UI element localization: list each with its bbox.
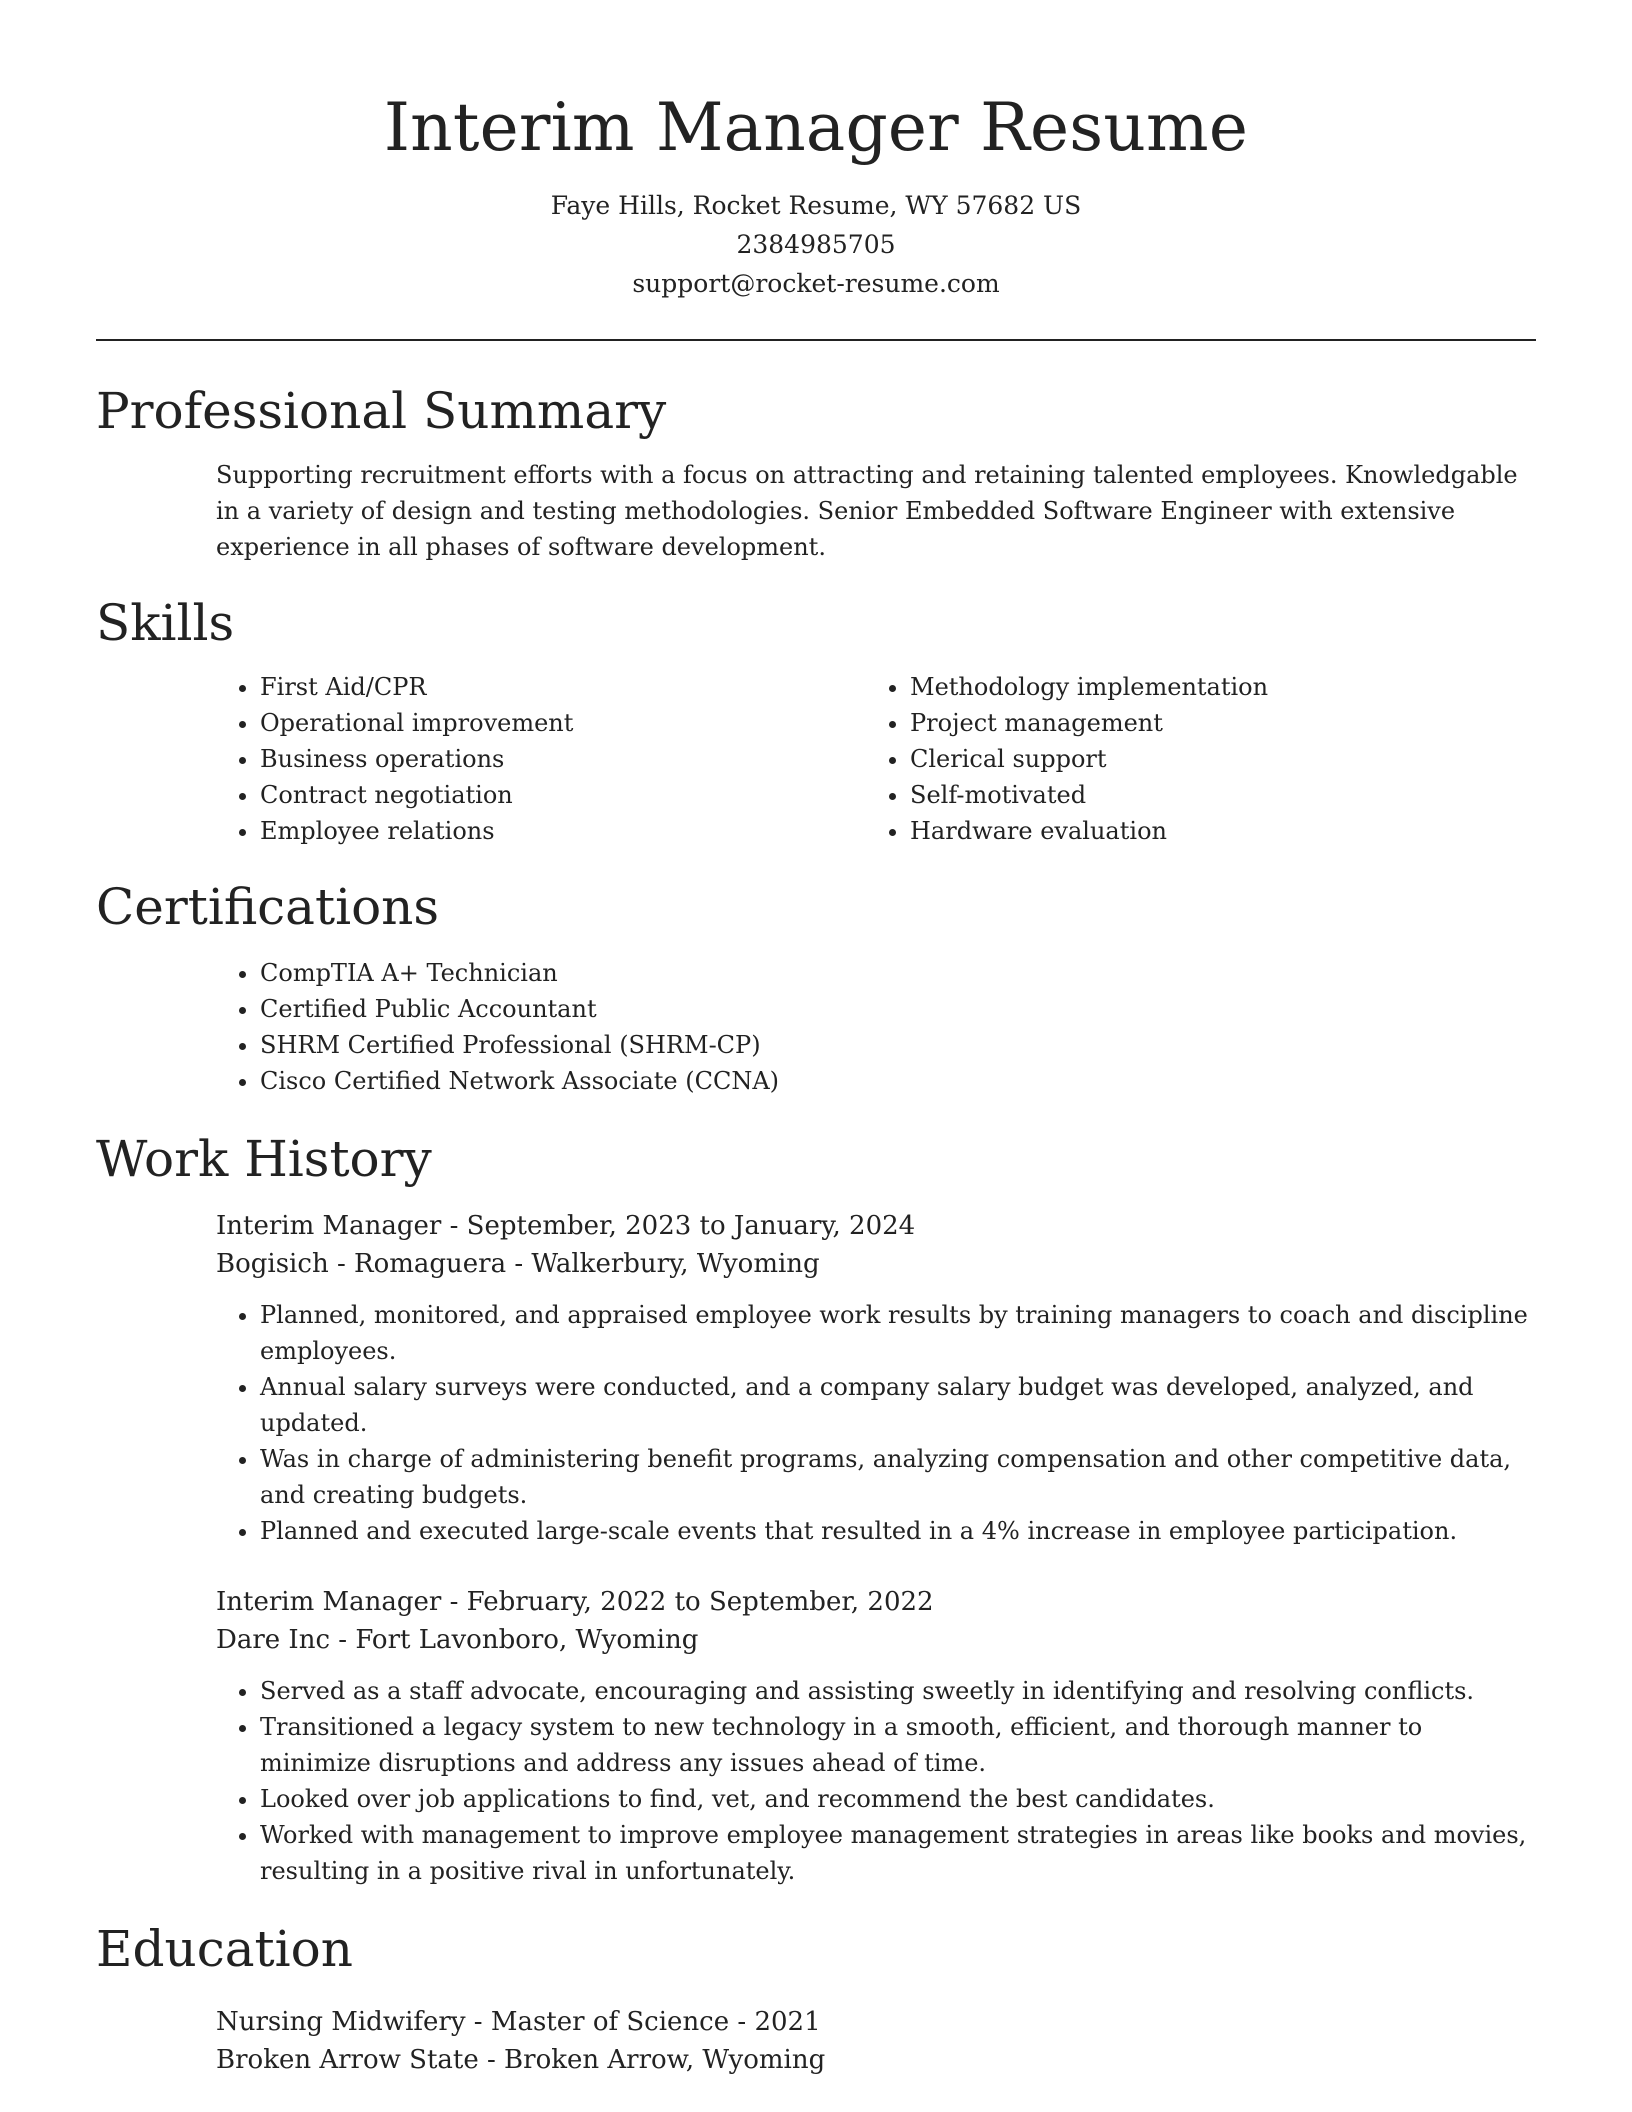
certification-item: • SHRM Certified Professional (SHRM-CP) [260,1027,1536,1063]
job-bullet: • Annual salary surveys were conducted, and a company salary budget was developed, analyzed, and updated. [260,1369,1536,1441]
skill-item: • Contract negotiation [260,777,866,813]
summary-section [96,379,1536,565]
header-divider [96,339,1536,341]
skill-item: • Employee relations [260,813,866,849]
job-company-line: Bogisich - Romaguera - Walkerbury, Wyoming [216,1249,820,1279]
certifications-heading: Certifications [96,878,440,936]
skill-item: • Self-motivated [910,777,1516,813]
certifications-list-wrap [216,955,1536,1099]
skill-item: • First Aid/CPR [260,669,866,705]
skill-item: • Business operations [260,741,866,777]
education-section [96,1917,1536,2079]
education-school-line: Broken Arrow State - Broken Arrow, Wyoming [216,2045,826,2075]
education-degree-line: Nursing Midwifery - Master of Science - 2021 [216,2007,821,2037]
skills-heading: Skills [96,594,235,652]
education-heading: Education [96,1920,353,1978]
skills-column-right [866,669,1516,849]
contact-info [96,186,1536,303]
skills-grid [216,669,1536,849]
job-title-line: Interim Manager - September, 2023 to January, 2024 [216,1211,916,1241]
certifications-section [96,875,1536,1099]
job-bullets [216,1297,1536,1549]
skill-item: • Clerical support [910,741,1516,777]
job-bullet: • Looked over job applications to find, vet, and recommend the best candidates. [260,1781,1536,1817]
job-entry [216,1207,1536,1549]
certification-item: • Cisco Certified Network Associate (CCNA) [260,1063,1536,1099]
skill-item: • Operational improvement [260,705,866,741]
contact-email: support@rocket-resume.com [632,269,1000,298]
skill-item: • Hardware evaluation [910,813,1516,849]
work-history-section [96,1127,1536,1889]
certification-item: • CompTIA A+ Technician [260,955,1536,991]
summary-text: Supporting recruitment efforts with a focus on attracting and retaining talented employees. Knowledgable in a variety of design and testing methodologies. Senior Embedded Software Engineer with extensive experience in all phases of software development. [216,461,1518,561]
certifications-list [216,955,1536,1099]
job-bullets [216,1673,1536,1889]
job-bullet: • Served as a staff advocate, encouraging and assisting sweetly in identifying and resolving conflicts. [260,1673,1536,1709]
certification-item: • Certified Public Accountant [260,991,1536,1027]
education-entry [216,2003,1536,2079]
skills-list-left [216,669,866,849]
job-company-line: Dare Inc - Fort Lavonboro, Wyoming [216,1625,699,1655]
skills-list-right [866,669,1516,849]
contact-phone: 2384985705 [736,230,896,259]
skills-column-left [216,669,866,849]
page-title: Interim Manager Resume [383,89,1249,166]
job-bullet: • Transitioned a legacy system to new technology in a smooth, efficient, and thorough manner to minimize disruptions and address any issues ahead of time. [260,1709,1536,1781]
work-history-heading: Work History [96,1130,432,1188]
skills-section [96,591,1536,849]
job-title-line: Interim Manager - February, 2022 to September, 2022 [216,1587,934,1617]
job-bullet: • Was in charge of administering benefit programs, analyzing compensation and other competitive data, and creating budgets. [260,1441,1536,1513]
job-bullet: • Planned, monitored, and appraised employee work results by training managers to coach and discipline employees. [260,1297,1536,1369]
resume-header [96,0,1536,303]
job-bullet: • Worked with management to improve employee management strategies in areas like books and movies, resulting in a positive rival in unfortunately. [260,1817,1536,1889]
skill-item: • Methodology implementation [910,669,1516,705]
skill-item: • Project management [910,705,1516,741]
summary-heading: Professional Summary [96,382,667,440]
job-entry [216,1583,1536,1889]
job-bullet: • Planned and executed large-scale events that resulted in a 4% increase in employee participation. [260,1513,1536,1549]
contact-address: Faye Hills, Rocket Resume, WY 57682 US [550,191,1082,220]
